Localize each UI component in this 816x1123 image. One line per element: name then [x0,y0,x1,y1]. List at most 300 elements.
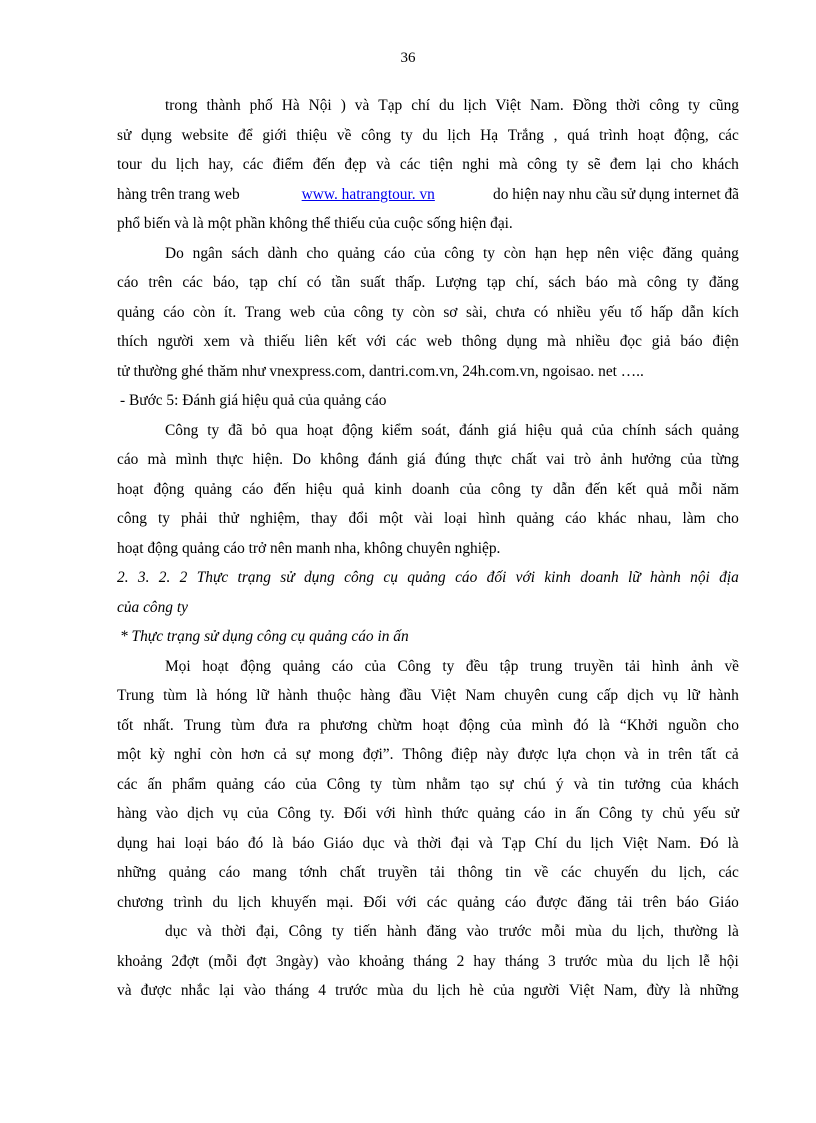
word: động [342,421,373,439]
word: hiệu [525,421,552,439]
word: , [553,126,558,144]
word: cũng [709,97,739,114]
word: ảnh [600,451,623,468]
word: hiện. [252,451,284,468]
word: ty [688,97,701,114]
word: ty [686,274,699,291]
word: đánh [367,451,398,468]
word: dẫn [681,303,704,321]
text-line [117,829,739,859]
word: hoạt [306,421,334,439]
word: 2. [158,569,171,586]
word: đối [486,569,507,586]
text-line [117,622,739,652]
word: đăng [577,893,608,911]
word: khách [702,775,739,793]
word: dịch [187,805,214,822]
word: của [414,244,436,262]
word: Công [277,805,311,822]
word: quảng [477,805,515,822]
text-line [117,239,739,269]
word: lịch [590,834,614,852]
word: ấn [575,805,590,822]
word: điệp [451,746,478,763]
line-text: tử thường ghé thăm như vnexpress.com, dantri.com.vn, 24h.com.vn, ngoisao. net ….. [117,362,644,380]
word: chủ [662,805,685,822]
word: ty [207,421,220,439]
word: chọn [585,746,616,763]
word: hai [156,834,176,852]
word: đều [465,657,489,675]
word: dụng [117,834,148,852]
word: Nam, [603,982,638,999]
word: xem [203,333,230,350]
word: Do [165,244,184,262]
word: mình [531,716,564,734]
word: nghiệm, [249,510,300,527]
word: mà [618,274,637,291]
word: cho [670,156,693,173]
word: còn [193,303,216,321]
word: tùm [231,716,255,734]
word: hoạt [637,126,665,144]
text-line [117,770,739,800]
word: công [490,480,521,498]
word: giới [262,126,287,144]
word: web [289,303,316,321]
word: hưởng [631,451,672,468]
word: là [679,982,691,999]
word: web [426,333,452,350]
word: và [393,834,409,852]
word: Tạp [378,97,403,114]
word: khách [702,156,739,173]
website-link[interactable]: www. hatrangtour. vn [301,185,435,203]
word: về [724,657,739,675]
word: Giáo [323,834,354,852]
word: mà [498,156,518,173]
word: cụ [383,569,398,586]
word: đánh [458,421,489,439]
text-line [117,534,739,564]
word: sử [724,805,739,822]
word: tạp [486,274,506,291]
word: làm [682,510,706,527]
word: này [486,746,509,763]
word: các [718,126,739,144]
word: 2 [179,569,188,586]
word: từng [710,451,739,468]
word: Tạp [501,834,526,852]
word: đã [228,421,243,439]
word: ty [400,126,413,144]
word: in [554,805,567,822]
word: Việt [568,982,595,999]
word: thay [310,510,338,527]
word: Việt [622,834,649,852]
word: Nam. [657,834,691,852]
word: về [336,126,352,144]
word: cáo [504,893,527,911]
word: Trang [244,303,281,321]
text-line [117,445,739,475]
word: mình [175,451,208,468]
word: quảng [701,421,739,439]
word: các [718,864,739,881]
word: công [344,569,375,586]
word: các [426,893,448,911]
word: doanh [411,480,450,498]
word: hay, [208,156,234,173]
word: chưa [495,303,526,321]
word: của [591,421,614,439]
word: vụ [222,805,239,822]
word: phẩm [172,775,207,793]
word: ty [530,480,543,498]
word: tải [617,893,633,911]
word: nên [596,244,620,262]
word: hành [708,687,739,704]
word: thử [218,510,239,527]
word: mang [252,864,287,881]
word: khoảng [358,952,405,970]
word: 3ngày) [275,952,319,970]
word: vào [327,952,350,970]
word: lữ [628,569,641,586]
word: đó [573,716,589,734]
word: giá [497,421,517,439]
word: thấp. [395,274,426,291]
word: nhất. [143,716,174,734]
word: hoạt [117,480,144,498]
word: Công [397,657,431,675]
word: cáo [331,657,354,675]
word: đăng [426,923,457,940]
word: năm [712,480,739,498]
word: ý [555,775,564,793]
word: đẹp [344,156,367,173]
word: kinh [374,480,402,498]
word: trình [599,126,629,144]
word: du [151,156,167,173]
word: thích [117,333,148,350]
word: nhiều [575,333,610,350]
word: thuộc [316,687,352,704]
word: vài [414,510,433,527]
text-line [117,386,739,416]
word: ty [157,510,170,527]
word: mà [147,451,167,468]
word: báo, [212,274,240,291]
word: báo [680,333,703,350]
word: đừy [646,982,671,999]
word: 3. [137,569,150,586]
word: trên [148,274,173,291]
word: nhằm [426,775,461,793]
word: sách [665,421,693,439]
word: lịch, [637,923,664,940]
word: mong [318,746,354,763]
word: khuyến [271,893,317,911]
line-text: hoạt động quảng cáo trở nên manh nha, không chuyên nghiệp. [117,539,501,557]
word: cáo [117,451,139,468]
word: đại, [255,923,279,940]
word: sự [499,775,514,793]
word: cáo [523,805,546,822]
word: Đối [343,805,367,822]
word: vai [546,451,565,468]
word: được [140,982,172,999]
word: loại [184,834,208,852]
word: quảng [216,775,254,793]
word: lữ [256,687,269,704]
word: và [478,834,493,852]
word: truyền [377,864,418,881]
word: của [323,303,346,321]
word: quảng [457,893,495,911]
word: hạn [534,244,558,262]
word: hành [277,687,308,704]
word: sách [548,274,576,291]
word: dành [267,244,298,262]
word: quảng [282,657,321,675]
word: sẽ [587,156,601,173]
word: lữ [687,687,700,704]
word: tố [630,303,643,321]
text-line [117,357,739,387]
word: chí [411,97,431,114]
word: không [320,451,359,468]
word: tốt [117,716,134,734]
word: hơn [241,746,265,763]
word: hiệu [305,480,333,498]
word: Nam. [529,97,564,114]
text-line [117,475,739,505]
word: Trung [183,716,221,734]
word: người [157,333,194,350]
word: tùm [392,775,417,793]
word: chừm [377,716,413,734]
word: lịch [175,156,199,173]
word: Đó [699,834,719,852]
word: dụng [303,569,335,586]
word: qua [275,421,298,439]
text-line [117,504,739,534]
word: tập [499,657,519,675]
word: doanh [580,569,619,586]
word: mùa [376,982,404,999]
word: (mỗi [208,952,238,970]
word: tải [624,657,641,675]
word: sử [280,569,295,586]
word: cáo [117,274,139,291]
word: với [375,805,396,822]
word: vào [466,923,489,940]
word: dịch [627,687,654,704]
text-line [117,416,739,446]
word: là [272,834,284,852]
word: cáo [383,244,406,262]
word: nhiều [556,303,591,321]
word: đăng [708,274,739,291]
word: quả [646,480,669,498]
text-line [117,947,739,977]
word: lịch [237,893,262,911]
word: du [566,834,582,852]
word: “Khởi [619,716,658,734]
word: cáo [242,480,264,498]
word: Do [292,451,311,468]
word: các [117,775,138,793]
line-text: phổ biến và là một phần không thể thiếu của cuộc sống hiện đại. [117,215,513,232]
word: báo [216,834,239,852]
word: các [396,333,417,350]
word: trình [173,893,203,911]
text-line [117,681,739,711]
word: tiến [353,923,377,940]
word: nghi [462,156,490,173]
word: quảng [117,303,155,321]
word: chính [622,421,657,439]
word: các [182,274,203,291]
word: sách [231,244,259,262]
word: hội [719,952,739,970]
word: Việt [495,97,521,114]
word: và [117,982,132,999]
word: du [611,923,628,940]
word: công [444,244,475,262]
word: thiệu [296,126,328,144]
word: động [240,657,271,675]
line-text: của công ty [117,598,188,616]
word: yếu [693,805,716,822]
word: đợi”. [362,746,394,763]
word: vào [155,805,179,822]
word: hàng [360,687,391,704]
word: trước [498,923,532,940]
word: thành [206,97,241,114]
word: du [642,952,658,970]
word: cho [716,716,739,734]
word: chất [511,451,537,468]
line-text: hàng trên trang web [117,185,244,203]
word: đến [585,480,608,498]
word: yếu [599,303,622,321]
word: và [197,923,212,940]
word: du [212,893,228,911]
word: công [353,303,384,321]
text-line [117,563,739,593]
word: tần [331,274,351,291]
word: khác [597,510,627,527]
word: quảng [337,244,376,262]
word: đem [609,156,637,173]
text-line [117,976,739,1006]
word: dẫn [552,480,576,498]
word: đổi [348,510,369,527]
text-line [117,91,739,121]
word: sài, [465,303,487,321]
word: Công [165,421,199,439]
word: điện [712,333,739,350]
word: hình [478,510,506,527]
word: thời [615,97,641,114]
word: của [499,716,522,734]
word: Trung [117,687,155,704]
word: quảng [407,569,446,586]
word: ty [331,923,344,940]
word: tin [598,775,615,793]
text-line [117,121,739,151]
word: dục [362,834,385,852]
word: bỏ [251,421,267,439]
word: vào [243,982,266,999]
word: truyền [574,657,614,675]
word: cáo [218,864,241,881]
word: vụ [662,687,679,704]
word: lịch, [678,864,706,881]
word: đó [247,834,264,852]
word: của [459,480,481,498]
word: báo [292,834,315,852]
word: các [561,864,582,881]
text-line [117,858,739,888]
word: 2. [117,569,129,586]
word: Thông [402,746,443,763]
word: tạp [249,274,268,291]
word: thông [457,864,493,881]
word: điểm [272,156,304,173]
word: tháng [413,952,448,970]
word: mỗi [678,480,703,498]
word: khoảng [117,952,163,970]
word: các [242,156,264,173]
word: hình [404,805,433,822]
word: còn [412,303,435,321]
word: giả [651,333,671,350]
word: chất [339,864,366,881]
word: của [670,775,692,793]
word: lễ [698,952,710,970]
word: kinh [544,569,571,586]
word: kết [617,480,637,498]
word: mại. [326,893,354,911]
word: thường [673,923,718,940]
word: thời [417,834,442,852]
word: còn [210,746,233,763]
word: ) [340,97,346,114]
word: báo [676,893,699,911]
text-line [117,593,739,623]
word: Lượng [435,274,477,291]
word: Giáo [708,893,739,911]
word: tất [700,746,717,763]
word: thông [461,333,497,350]
word: trò [573,451,592,468]
word: đăng [662,244,693,262]
word: thực [474,451,503,468]
word: Nam [465,687,496,704]
word: về [533,864,549,881]
word: có [533,303,549,321]
word: cáo [565,510,587,527]
word: và [239,333,255,350]
word: với [515,569,535,586]
word: hay [473,952,496,970]
word: đến [312,156,336,173]
line-text: * Thực trạng sử dụng công cụ quảng cáo in ấn [120,628,409,645]
word: có [306,274,322,291]
